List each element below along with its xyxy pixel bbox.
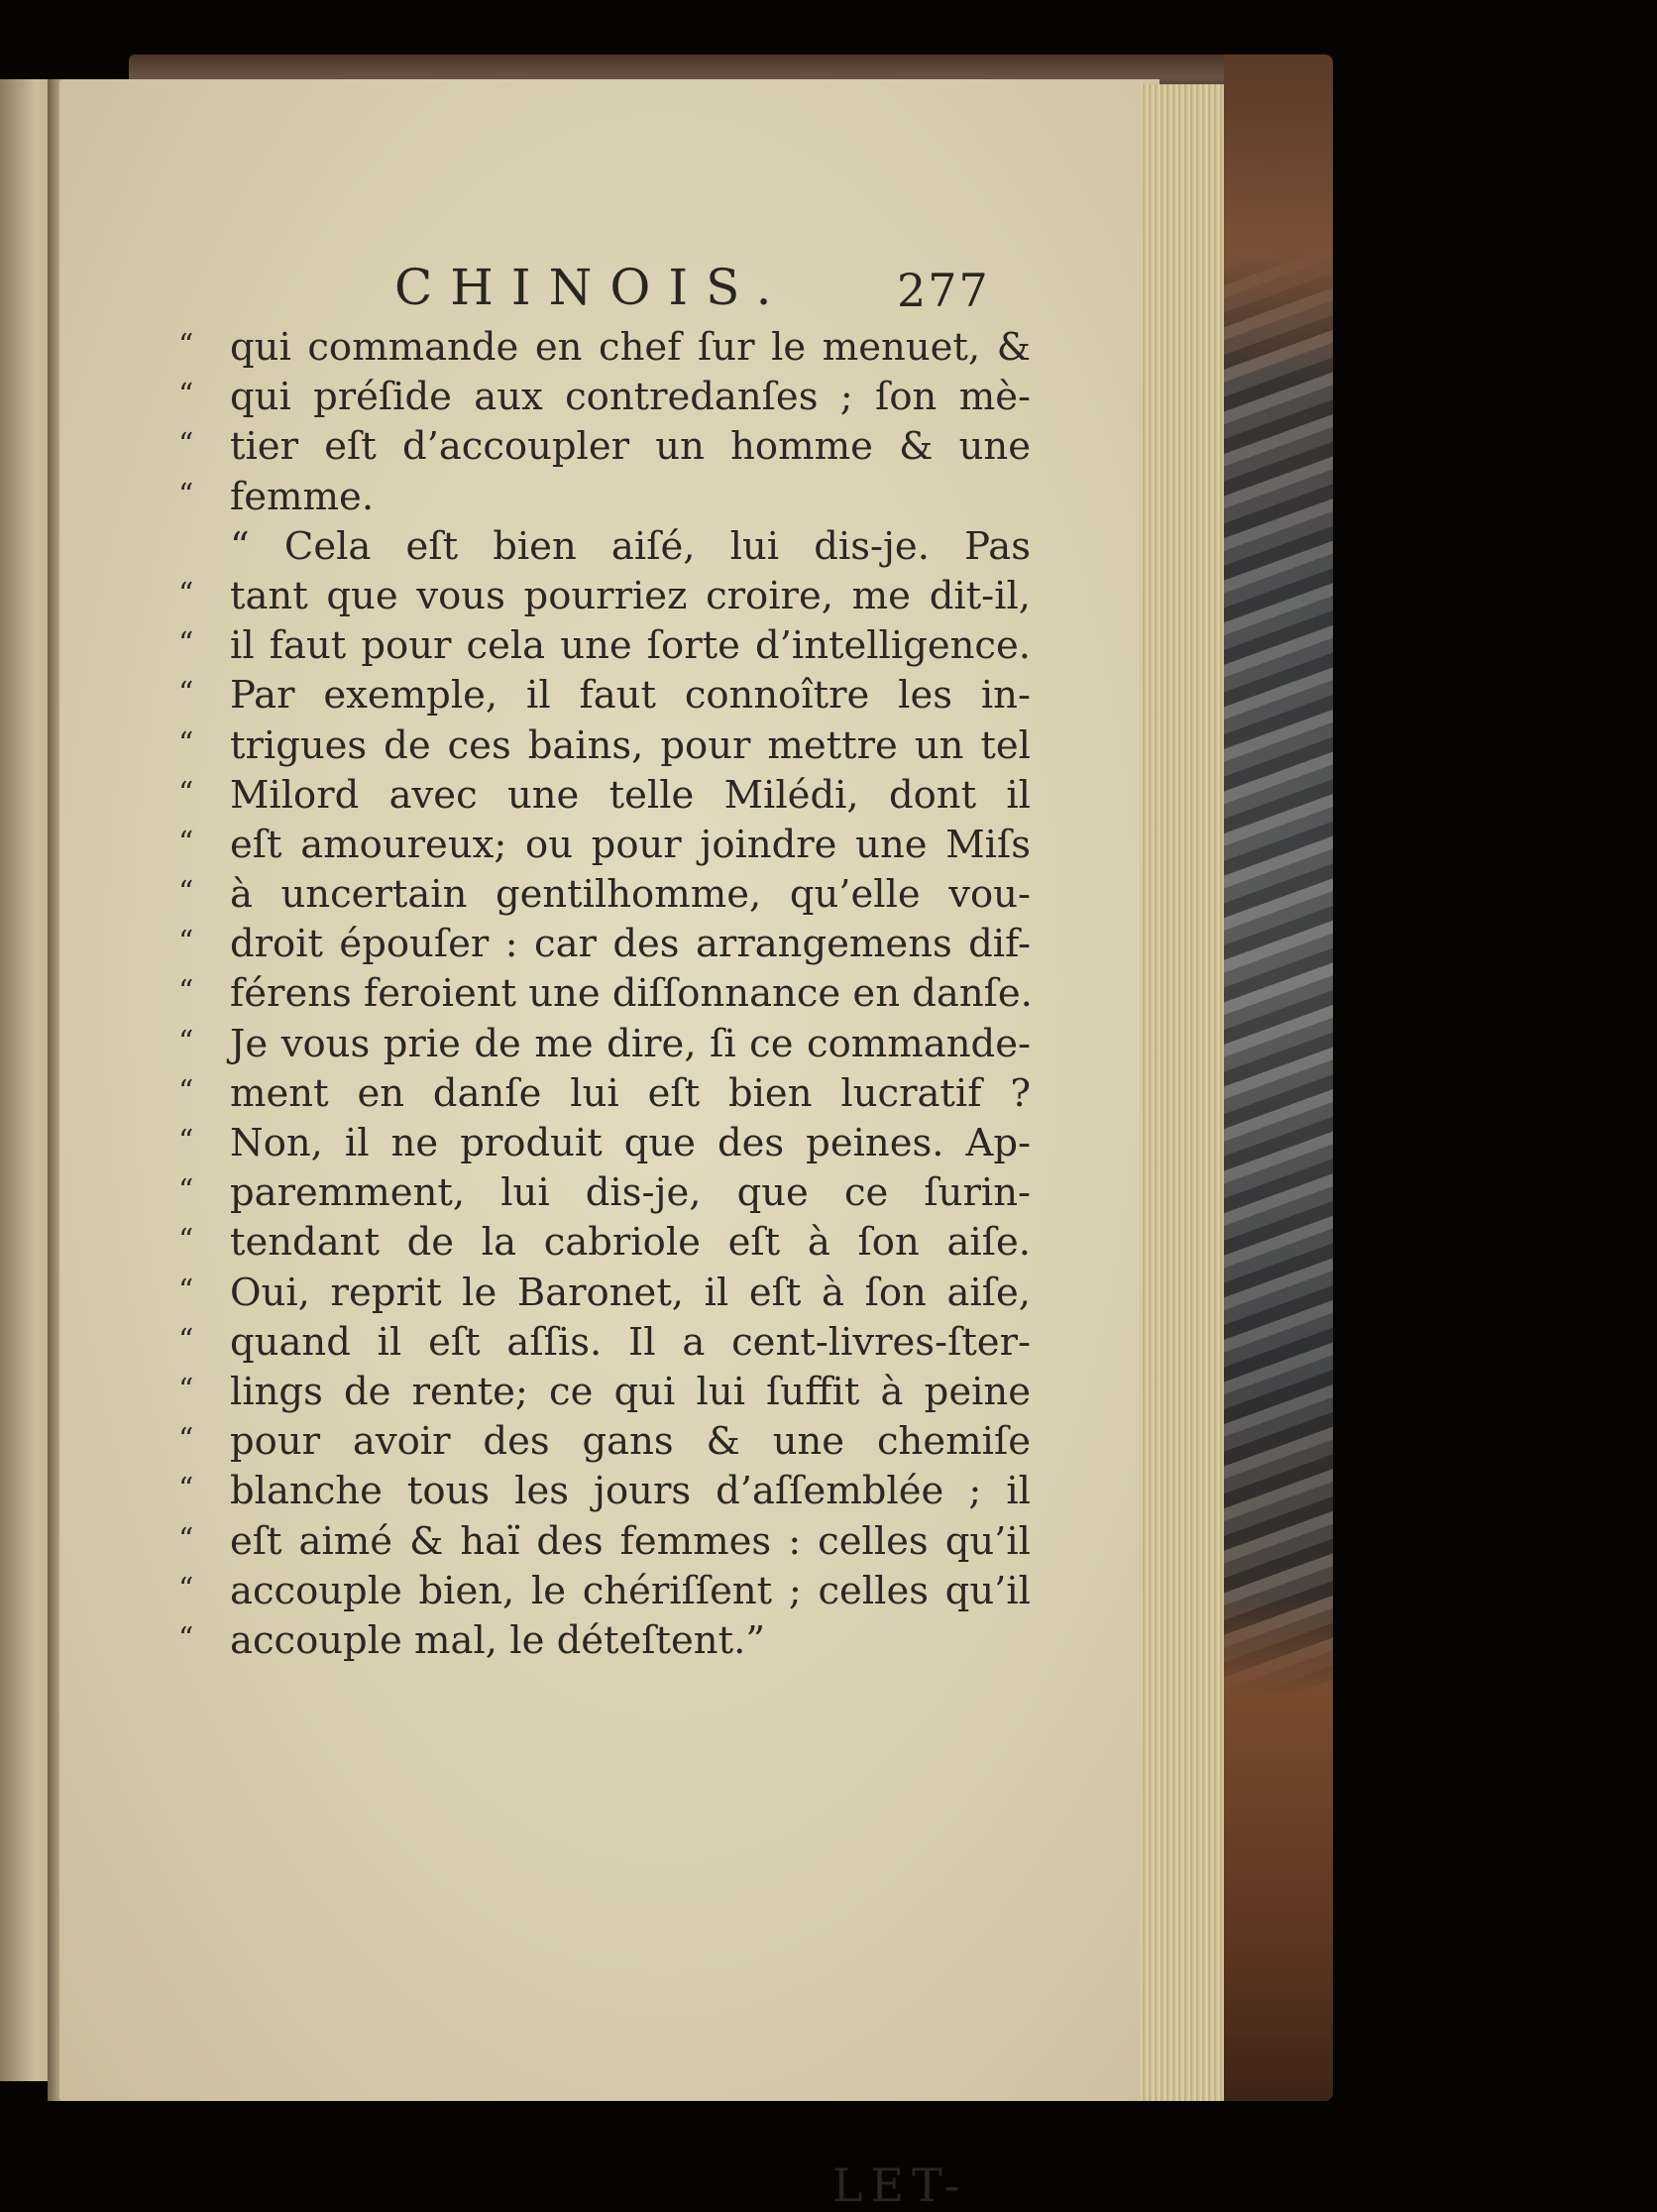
line-text: quand il eſt aſſis. Il a cent-livres-ſter- [230,1319,1031,1365]
text-line [178,473,1031,522]
quote-mark: “ [178,427,194,463]
line-text: Non, il ne produit que des peines. Ap- [230,1121,1031,1165]
line-text: femme. [230,474,375,519]
quote-mark: “ [178,725,194,761]
quote-mark: “ [178,328,194,363]
quote-mark: “ [178,1024,194,1059]
text-line [178,920,1031,969]
quote-mark: “ [178,974,194,1010]
quote-mark: “ [178,1223,194,1259]
text-line [178,870,1031,920]
text-line [178,422,1031,472]
quote-mark: “ [178,626,194,662]
text-line [178,1269,1031,1318]
text-line [178,771,1031,821]
line-text: lings de rente; ce qui lui ſuffit à peine [230,1369,1031,1414]
quote-mark: “ [178,1073,194,1109]
line-text: à uncertain gentilhomme, qu’elle vou- [230,872,1031,918]
text-line [178,1517,1031,1567]
quote-mark: “ [178,1620,194,1656]
leather-corner-top [1224,55,1333,382]
quote-mark: “ [178,576,194,611]
text-line [178,1417,1031,1467]
line-text: qui préſide aux contredanſes ; ſon mè- [230,375,1031,420]
line-text: Je vous prie de me dire, ſi ce commande- [230,1021,1031,1066]
line-text: tant que vous pourriez croire, me dit-il, [230,573,1031,618]
text-line [178,1318,1031,1368]
page-block-edges [1140,84,1231,2101]
quote-mark: “ [178,676,194,712]
line-text: férens feroient une diſſonnance en danſe. [230,971,1033,1017]
line-text: blanche tous les jours d’aſſemblée ; il [230,1469,1031,1514]
quote-mark: “ [178,1472,194,1507]
line-text: “ Cela eſt bien aiſé, lui dis-je. Pas [230,523,1031,569]
text-line [178,1467,1031,1516]
line-text: accouple mal, le déteſtent.” [230,1617,765,1663]
line-text: droit épouſer : car des arrangemens dif- [230,922,1031,967]
line-text: eſt aimé & haï des femmes : celles qu’il [230,1518,1031,1564]
leather-corner-bottom [1224,1596,1333,2101]
quote-mark: “ [178,925,194,960]
quote-mark: “ [178,875,194,911]
line-text: tier eſt d’accoupler un homme & une [230,424,1031,470]
quote-mark: “ [178,1272,194,1308]
quote-mark: “ [178,1571,194,1606]
quote-mark: “ [178,1124,194,1159]
quote-mark: “ [178,1422,194,1458]
catchword: LET- [832,2158,968,2212]
line-text: paremment, lui dis-je, que ce ſurin- [230,1170,1031,1216]
line-text: qui commande en chef ſur le menuet, & [230,325,1031,370]
line-text: trigues de ces bains, pour mettre un tel [230,722,1031,768]
running-title: CHINOIS. [394,259,790,316]
text-line [178,1119,1031,1168]
line-text: accouple bien, le chériſſent ; celles qu’il [230,1568,1031,1613]
line-text: ment en danſe lui eſt bien lucratif ? [230,1070,1031,1116]
text-line [178,1020,1031,1069]
text-line [178,821,1031,870]
text-line [178,1368,1031,1417]
text-line [178,373,1031,422]
text-line [178,522,1031,572]
quote-mark: “ [178,477,194,512]
line-text: pour avoir des gans & une chemiſe [230,1419,1031,1465]
text-line [178,1567,1031,1616]
quote-mark: “ [178,1322,194,1358]
quote-mark: “ [178,378,194,413]
line-text: il faut pour cela une ſorte d’intelligence. [230,623,1031,669]
text-line [178,671,1031,720]
quote-mark: “ [178,825,194,860]
text-line [178,721,1031,771]
page-number: 277 [897,264,990,317]
line-text: tendant de la cabriole eſt à ſon aiſe. [230,1220,1031,1266]
line-text: eſt amoureux; ou pour joindre une Miſs [230,822,1031,867]
text-line [178,572,1031,621]
line-text: Oui, reprit le Baronet, il eſt à ſon aiſe, [230,1270,1031,1315]
text-line [178,1168,1031,1218]
text-line [178,1069,1031,1119]
quote-mark: “ [178,1372,194,1407]
quote-mark: “ [178,1521,194,1557]
text-line [178,621,1031,671]
text-line [178,1616,1031,1666]
body-text [178,323,1031,1666]
line-text: Par exemple, il faut connoître les in- [230,673,1031,719]
text-line [178,969,1031,1019]
text-line [178,1218,1031,1268]
quote-mark: “ [178,775,194,811]
quote-mark: “ [178,1173,194,1209]
line-text: Milord avec une telle Milédi, dont il [230,772,1031,818]
text-line [178,323,1031,373]
